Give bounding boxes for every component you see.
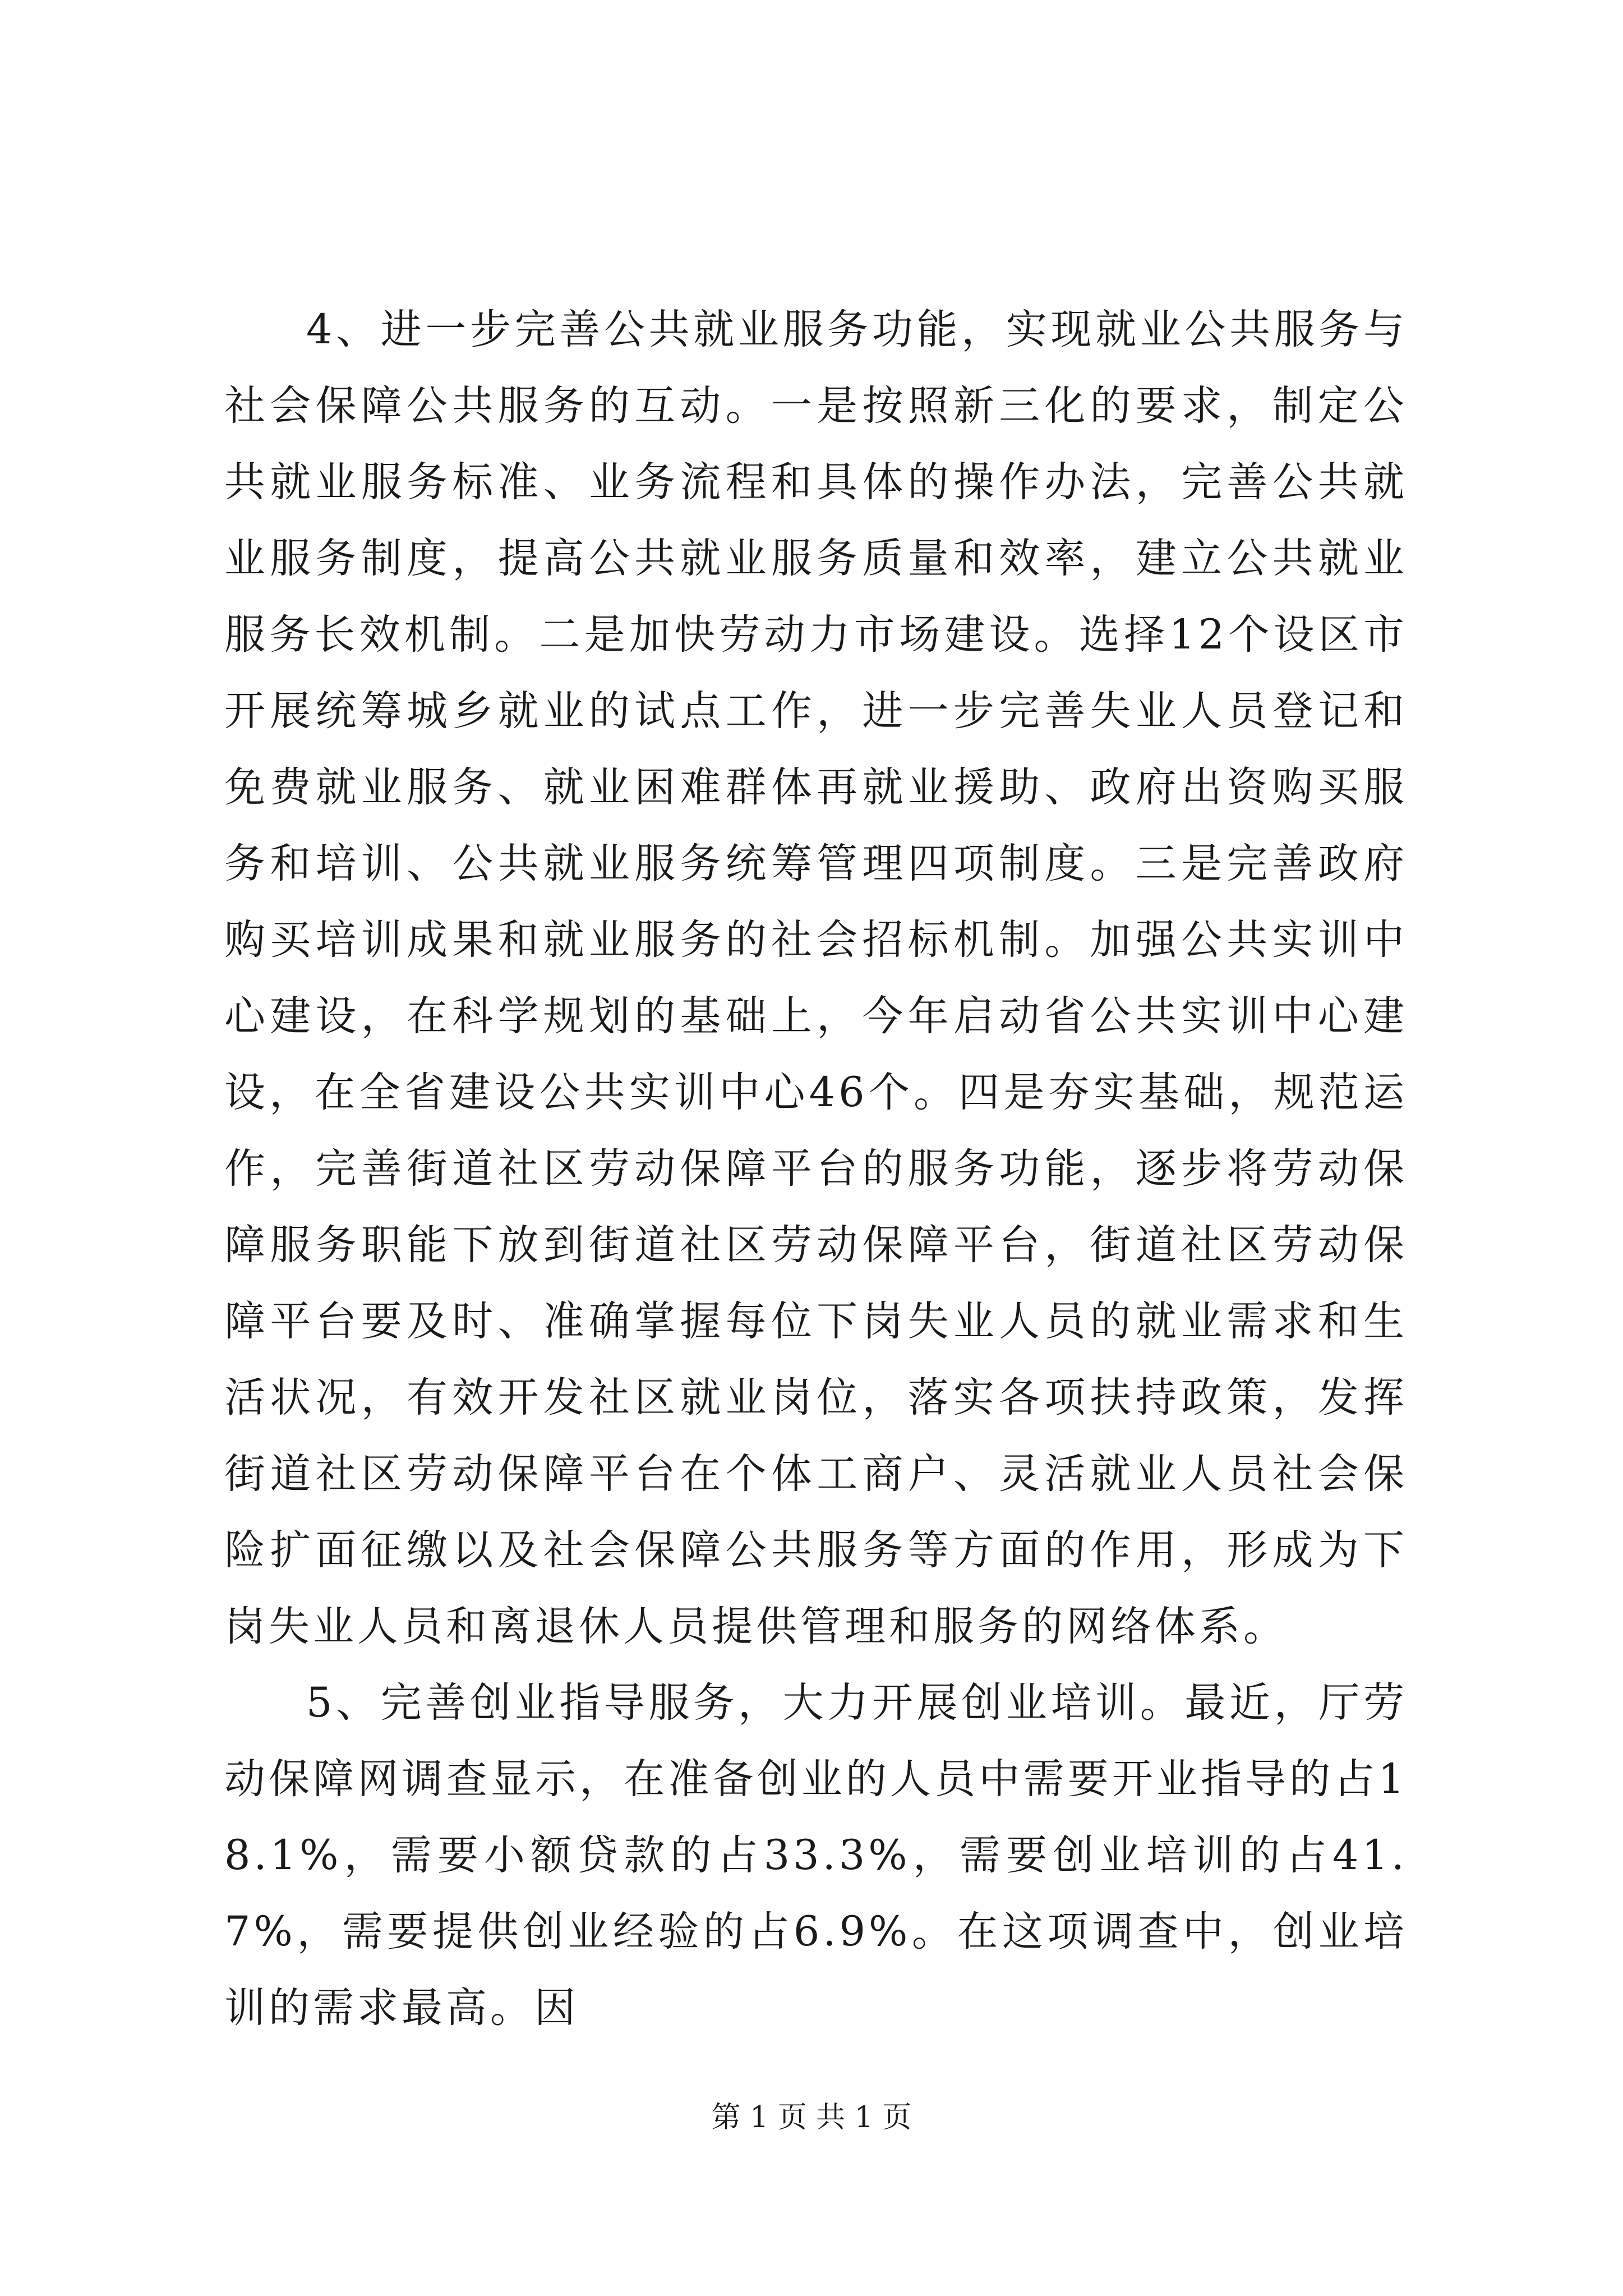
page-footer: 第 1 页 共 1 页 bbox=[711, 2101, 912, 2134]
paragraph-item-4: 4、进一步完善公共就业服务功能，实现就业公共服务与社会保障公共服务的互动。一是按照新三化的要求，制定公共就业服务标准、业务流程和具体的操作办法，完善公共就业服务制度，提高公共就业服务质量和效率，建立公共就业服务长效机制。二是加快劳动力市场建设。选择12个设区市开展统筹城乡就业的试点工作，进一步完善失业人员登记和免费就业服务、就业困难群体再就业援助、政府出资购买服务和培训、公共就业服务统筹管理四项制度。三是完善政府购买培训成果和就业服务的社会招标机制。加强公共实训中心建设，在科学规划的基础上，今年启动省公共实训中心建设，在全省建设公共实训中心46个。四是夯实基础，规范运作，完善街道社区劳动保障平台的服务功能，逐步将劳动保障服务职能下放到街道社区劳动保障平台，街道社区劳动保障平台要及时、准确掌握每位下岗失业人员的就业需求和生活状况，有效开发社区就业岗位，落实各项扶持政策，发挥街道社区劳动保障平台在个体工商户、灵活就业人员社会保险扩面征缴以及社会保障公共服务等方面的作用，形成为下岗失业人员和离退休人员提供管理和服务的网络体系。 bbox=[224, 306, 1408, 1650]
paragraph-item-5: 5、完善创业指导服务，大力开展创业培训。最近，厅劳动保障网调查显示，在准备创业的人员中需要开业指导的占18.1%，需要小额贷款的占33.3%，需要创业培训的占41.7%，需要提供创业经验的占6.9%。在这项调查中，创业培训的需求最高。因 bbox=[224, 1679, 1408, 2032]
document-body bbox=[224, 292, 1408, 2046]
